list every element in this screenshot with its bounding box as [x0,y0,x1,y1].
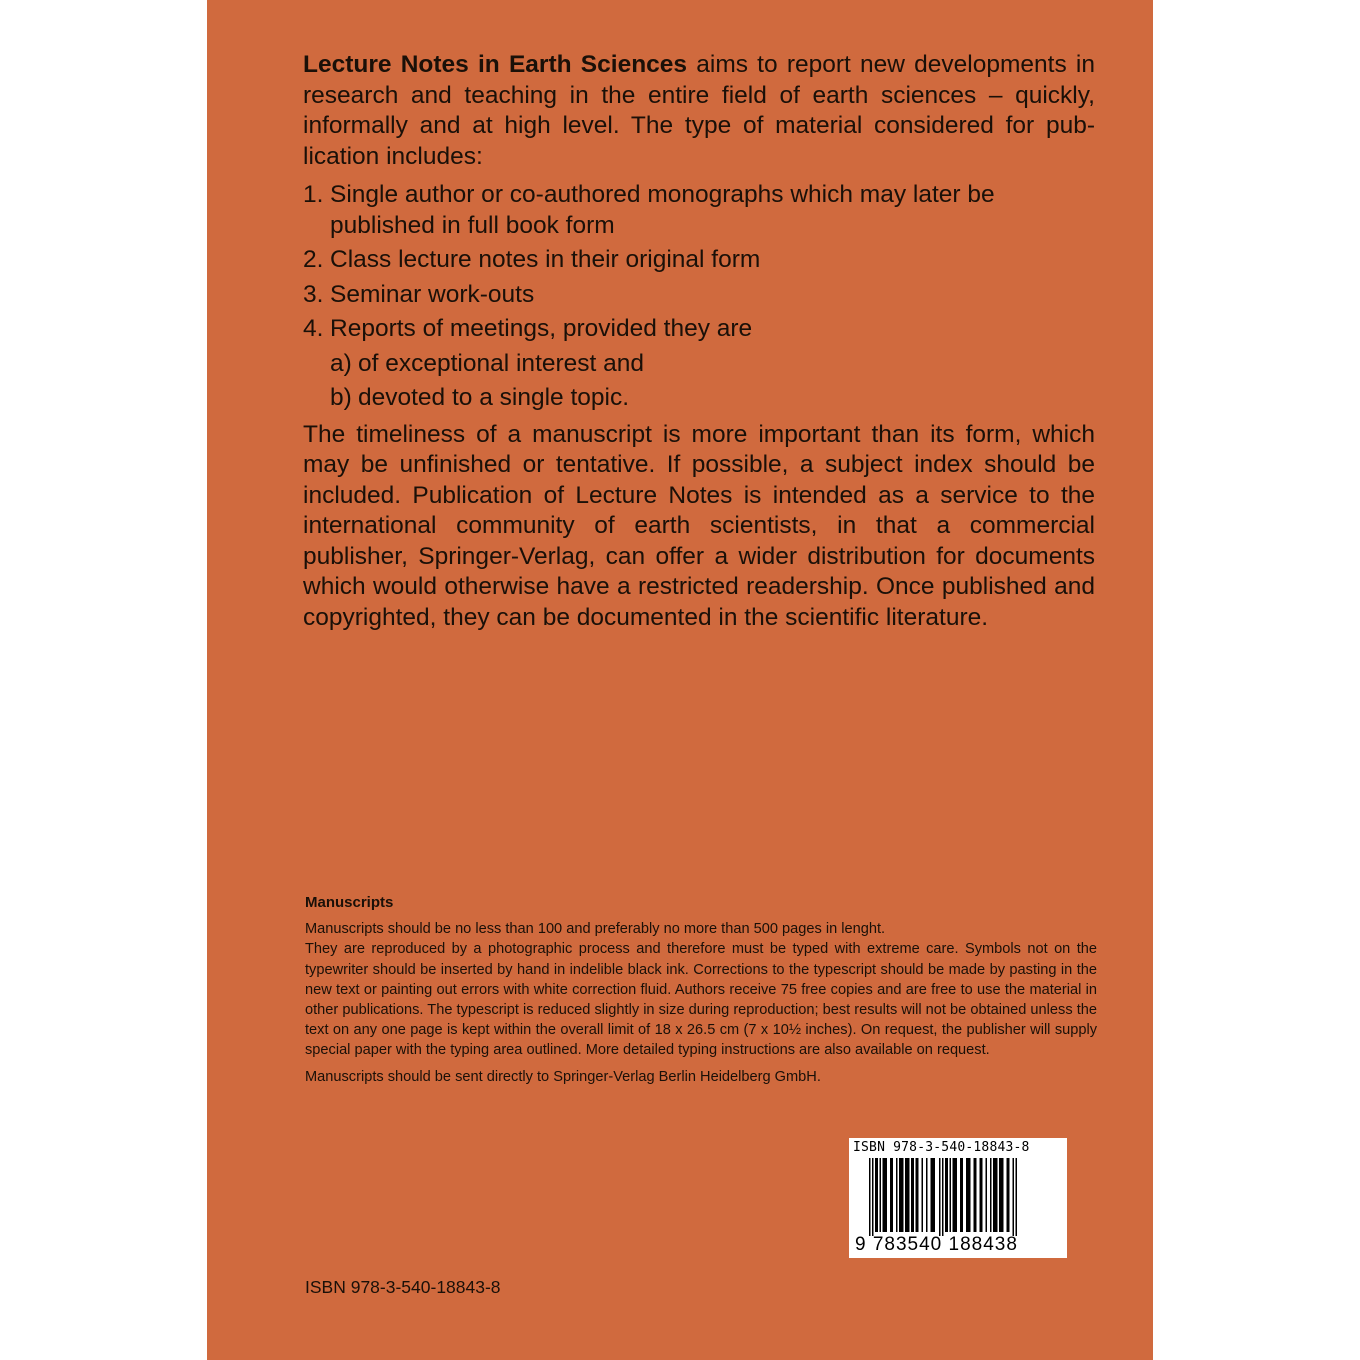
manuscripts-submission-paragraph: Manuscripts should be sent directly to Springer-Verlag Berlin Heidelberg GmbH. [305,1068,821,1085]
barcode-bar [953,1158,958,1232]
list-text: Class lecture notes in their original form [330,246,761,273]
barcode-icon [867,1158,1057,1236]
list-text: Reports of meetings, provided they are [330,315,753,342]
list-item [303,180,1095,241]
barcode-label [849,1138,1067,1258]
barcode-digits: 9 783540 188438 [855,1234,1018,1255]
barcode-bar [880,1158,882,1232]
list-text: Seminar work-outs [330,280,535,308]
series-name: Lecture Notes in Earth Sciences [303,51,688,78]
barcode-bar [883,1158,888,1232]
back-cover [207,0,1153,1360]
barcode-bar [942,1158,944,1236]
isbn-text: ISBN 978-3-540-18843-8 [305,1277,501,1297]
barcode-bar [950,1158,952,1232]
list-number: 3. [303,280,324,308]
barcode-bar [999,1158,1004,1232]
barcode-bar [980,1158,983,1232]
barcode-bar [939,1158,941,1236]
barcode-bar [1016,1158,1018,1236]
barcode-bar [872,1158,874,1236]
barcode-bar [931,1158,936,1232]
barcode-bar [926,1158,928,1232]
barcode-bar [922,1158,924,1232]
list-number: 1. [303,181,324,208]
barcode-bar [986,1158,988,1232]
manuscripts-heading: Manuscripts [305,894,394,911]
barcode-bar [945,1158,948,1232]
barcode-bar [960,1158,963,1232]
barcode-bar [899,1158,904,1232]
sub-list-letter: a) [330,349,352,377]
barcode-bar [890,1158,893,1232]
sub-list [330,349,1095,414]
list-text: Single author or co-authored monographs which may later be published in full book form [330,181,995,239]
closing-paragraph: The timeliness of a manuscript is more important than its form, which may be unfinished or tentative. If possible, a subject index should be included. Publication of Lecture Notes is intended as a service to the international community of earth scientists, in that a commercial publisher, Springer-Verlag, can offer a wider distribution for documents which would otherwise have a restricted readership. Once published and copyrighted, they can be documented in the scientific literature. [303,420,1095,631]
barcode-bar [896,1158,898,1232]
barcode-bar [869,1158,871,1236]
manuscripts-length-paragraph: Manuscripts should be no less than 100 and preferably no more than 500 pages in lenght. [305,921,886,938]
sub-list-item [330,349,1095,380]
series-description [303,50,1095,633]
intro-text: aims to report new developments in research and teaching in the entire field of earth sciences – quickly, informally and at high level. The type of material considered for publication includes: [303,51,1095,170]
list-item [303,245,1095,276]
barcode-bar [875,1158,878,1232]
sub-list-letter: b) [330,384,352,411]
barcode-bar [916,1158,919,1232]
manuscripts-typing-paragraph: They are reproduced by a photographic process and therefore must be typed with extreme care. Symbols not on the typewriter should be inserted by hand in indelible black ink. Corrections to the typescript should be made by pasting in the new text or painting out errors with white correction fluid. Authors receive 75 free copies and are free to use the material in other publications. The typescript is reduced slightly in size during reproduction; best results will not be obtained unless the text on any one page is kept within the overall limit of 18 x 26.5 cm (7 x 10½ inches). On request, the publisher will supply special paper with the typing area outlined. More detailed typing instructions are also available on request. [305,941,1097,1059]
list-item [303,280,1095,311]
barcode-bar [990,1158,992,1232]
barcode-bar [911,1158,914,1232]
barcode-bar [966,1158,971,1232]
barcode-bar [1013,1158,1015,1236]
barcode-bar [1007,1158,1010,1232]
list-number: 2. [303,246,324,273]
barcode-bar [993,1158,998,1232]
manuscripts-section [305,893,1097,1087]
sub-list-item [330,383,1095,414]
barcode-bar [974,1158,977,1232]
list-item [303,314,1095,414]
sub-list-text: devoted to a single topic. [358,384,630,411]
barcode-bar [905,1158,910,1232]
intro-paragraph [303,50,1095,172]
list-number: 4. [303,315,324,342]
barcode-isbn-text: ISBN 978-3-540-18843-8 [853,1140,1030,1155]
sub-list-text: of exceptional interest and [358,349,645,377]
material-list [303,180,1095,414]
